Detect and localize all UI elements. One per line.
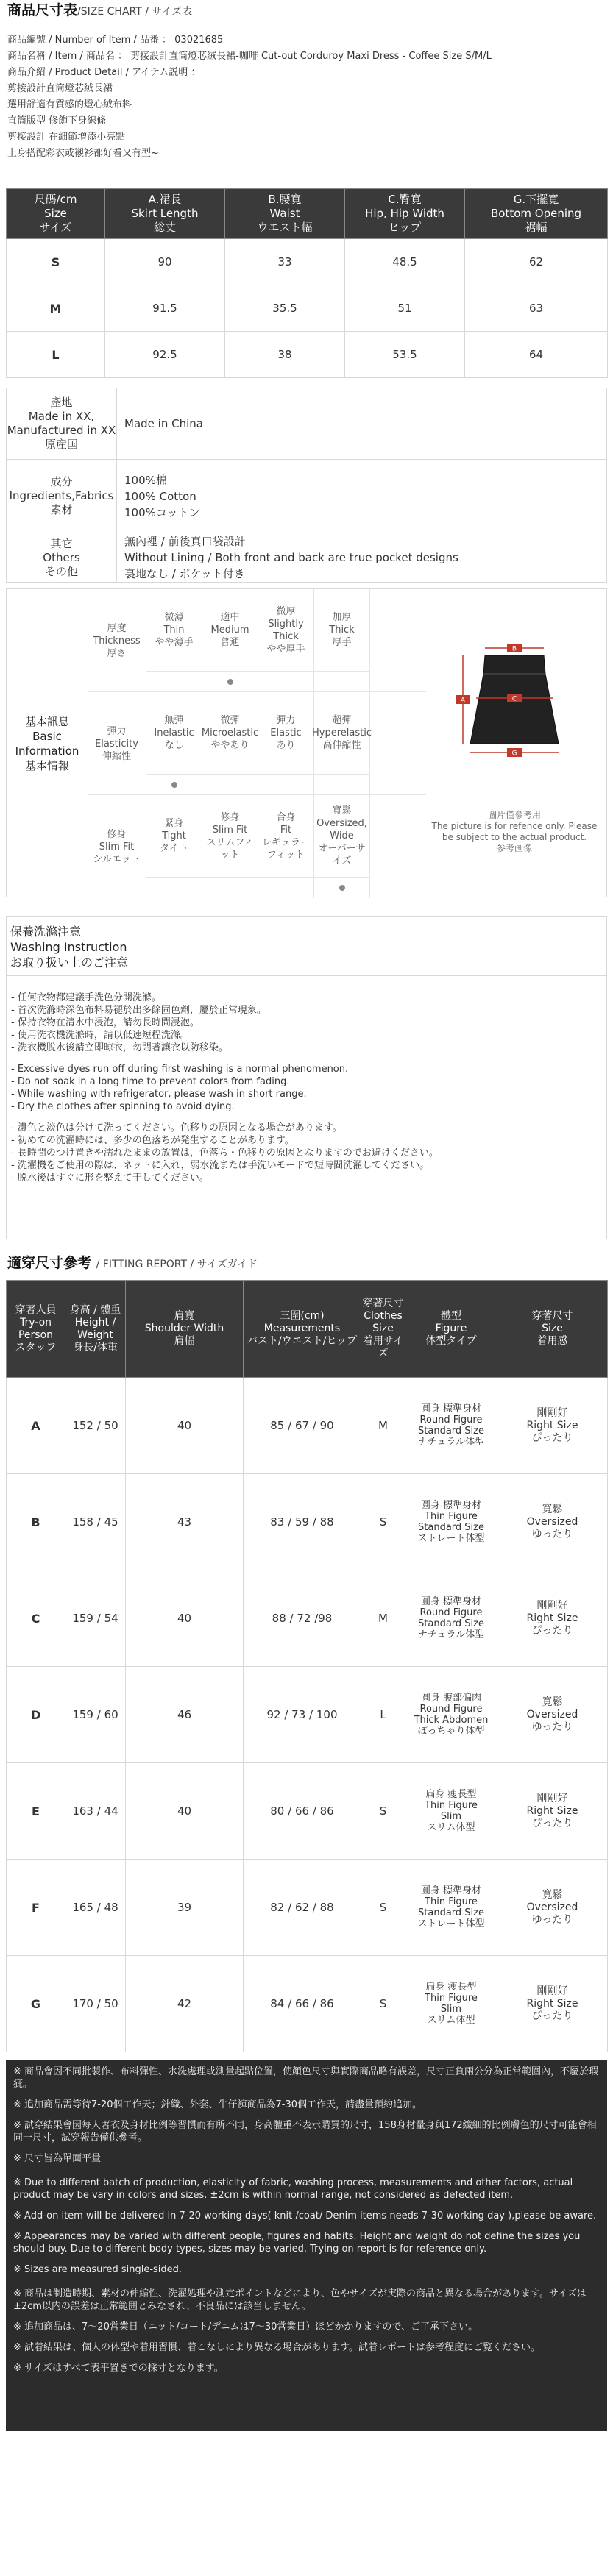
basic-info-option: 彈力 Elastic あり <box>258 692 314 775</box>
fitting-row <box>7 1474 608 1570</box>
origin-label: 產地 Made in XX, Manufactured in XX 原産国 <box>7 388 117 459</box>
fitting-figure: 圓身 標準身材 Thin Figure Standard Size ストレート体型 <box>405 1474 497 1570</box>
fitting-fit: 寬鬆 Oversized ゆったり <box>497 1474 608 1570</box>
basic-info-option: 微厚 Slightly Thick やや厚手 <box>258 589 314 672</box>
fitting-person: G <box>7 1956 65 2052</box>
size-value: 90 <box>105 239 225 285</box>
fitting-figure: 圓身 標準身材 Round Figure Standard Size ナチュラル体型 <box>405 1378 497 1474</box>
others-value <box>124 533 458 582</box>
fitting-measurements: 83 / 59 / 88 <box>244 1474 361 1570</box>
size-chart-row <box>7 285 608 332</box>
fitting-fit: 剛剛好 Right Size ぴったり <box>497 1956 608 2052</box>
size-chart-header-cell: B.腰寬 Waist ウエスト幅 <box>225 189 345 239</box>
fitting-size: S <box>361 1474 405 1570</box>
note-line: ※ 尺寸皆為單面平量 <box>13 2153 102 2164</box>
basic-info-dot-cell <box>202 672 258 692</box>
washing-line: - Do not soak in a long time to prevent colors from fading. <box>11 1076 290 1087</box>
fitting-size: M <box>361 1570 405 1667</box>
fitting-fit: 寬鬆 Oversized ゆったり <box>497 1860 608 1956</box>
basic-info-dot-cell <box>258 672 314 692</box>
fitting-shoulder: 46 <box>126 1667 244 1763</box>
washing-line: - 保持衣物在清水中浸泡，請勿長時間浸泡。 <box>11 1017 199 1028</box>
washing-line: - 首次洗滌時深色布料易褪於出多餘固色劑，屬於正常現象。 <box>11 1005 266 1016</box>
note-line: ※ 追加商品は、7～20営業日（ニット/コート/デニムは7～30営業日）ほどかかりますので、ご了承下さい。 <box>13 2321 478 2333</box>
washing-line: - 長時間のつけ置きや濡れたままの放置は，色落ち・色移りの原因となりますのでお避けください。 <box>11 1148 439 1159</box>
fitting-header-cell: 三圍(cm) Measurements バスト/ウエスト/ヒップ <box>244 1281 361 1378</box>
basic-info-option: 加厚 Thick 厚手 <box>314 589 370 672</box>
basic-info-dot-cell <box>146 878 202 898</box>
basic-info-option: 修身 Slim Fit スリムフィット <box>202 795 258 878</box>
washing-line: - 脱水後はすぐに形を整えて干してください。 <box>11 1173 209 1184</box>
fitting-row <box>7 1667 608 1763</box>
ingredients-row <box>6 460 607 533</box>
fitting-height-weight: 159 / 60 <box>65 1667 126 1763</box>
fitting-measurements: 88 / 72 /98 <box>244 1570 361 1667</box>
fitting-row <box>7 1763 608 1860</box>
diagram-caption <box>430 810 599 854</box>
size-value: 92.5 <box>105 332 225 378</box>
fitting-row <box>7 1956 608 2052</box>
basic-info-option: 適中 Medium 普通 <box>202 589 258 672</box>
size-chart-header <box>7 0 192 22</box>
washing-line: - 洗濯機をご使用の際は、ネットに入れ，弱水流または手洗いモードで短時間洗濯してください。 <box>11 1160 430 1171</box>
size-value: 62 <box>465 239 608 285</box>
others-label: 其它 Others その他 <box>7 533 117 582</box>
washing-title-line: お取り扱い上のご注意 <box>10 956 129 969</box>
fitting-size: S <box>361 1956 405 2052</box>
size-chart-header-cell: A.裙長 Skirt Length 総丈 <box>105 189 225 239</box>
washing-line: - 使用洗衣機洗滌時，請以低速短程洗滌。 <box>11 1030 190 1041</box>
fitting-row <box>7 1570 608 1667</box>
fitting-person: C <box>7 1570 65 1667</box>
product-info-line: 商品名稱 / Item / 商品名 ： 剪接設計直筒燈芯絨長裙-咖啡 Cut-out Corduroy Maxi Dress - Coffee Size S/M/L <box>7 51 492 62</box>
fitting-header-cell: 穿著人員 Try-on Person スタッフ <box>7 1281 65 1378</box>
fitting-fit: 剛剛好 Right Size ぴったり <box>497 1763 608 1860</box>
fitting-measurements: 85 / 67 / 90 <box>244 1378 361 1474</box>
fitting-row <box>7 1860 608 1956</box>
washing-line: - While washing with refrigerator, please wash in short range. <box>11 1089 307 1100</box>
fitting-fit: 寬鬆 Oversized ゆったり <box>497 1667 608 1763</box>
basic-info-option: 超彈 Hyperelastic 高伸縮性 <box>314 692 370 775</box>
basic-info-option: 微彈 Microelastic ややあり <box>202 692 258 775</box>
fitting-person: F <box>7 1860 65 1956</box>
size-value: 38 <box>225 332 345 378</box>
note-line: ※ Sizes are measured single-sided. <box>13 2264 183 2275</box>
fitting-header-cell: 肩寬 Shoulder Width 肩幅 <box>126 1281 244 1378</box>
fitting-fit: 剛剛好 Right Size ぴったり <box>497 1378 608 1474</box>
basic-info-row <box>88 692 426 795</box>
note-line: ※ 試着結果は、個人の体型や着用習慣、着こなしにより異なる場合があります。試着レポートは参考程度にご覧ください。 <box>13 2342 540 2353</box>
size-label: S <box>7 239 105 285</box>
basic-info-dot-cell <box>258 878 314 898</box>
basic-info-dot-cell <box>314 672 370 692</box>
washing-title-line: Washing Instruction <box>10 940 127 954</box>
washing-line: - Excessive dyes run off during first washing is a normal phenomenon. <box>11 1064 349 1075</box>
fitting-person: B <box>7 1474 65 1570</box>
basic-info-dot-cell <box>314 878 370 898</box>
basic-info-section <box>6 588 607 897</box>
basic-info-row-label: 厚度 Thickness 厚さ <box>88 589 146 692</box>
others-line: 無內裡 / 前後真口袋設計 <box>124 535 246 548</box>
basic-info-dot-cell <box>146 775 202 795</box>
washing-line: - 任何衣物都建議手洗色分開洗滌。 <box>11 992 161 1003</box>
basic-info-option: 寬鬆 Oversized, Wide オーバーサイズ <box>314 795 370 878</box>
svg-text:A: A <box>460 697 466 705</box>
washing-line: - 濃色と淡色は分けて洗ってください。色移りの原因となる場合があります。 <box>11 1122 342 1134</box>
product-info-line: 上身搭配彩衣或襯衫都好看又有型~ <box>7 148 159 159</box>
fitting-header-cell: 穿著尺寸 Clothes Size 着用サイズ <box>361 1281 405 1378</box>
diagram-caption-line: 圖片僅參考用 <box>487 810 541 820</box>
size-chart-header-cell: C.臀寬 Hip, Hip Width ヒップ <box>345 189 465 239</box>
product-info-line: 商品編號 / Number of Item / 品番 ： 03021685 <box>7 35 224 46</box>
note-line: ※ 追加商品需等待7-20個工作天；針織、外套、牛仔褲商品為7-30個工作天，請盡量預約追加。 <box>13 2099 422 2110</box>
basic-info-row <box>88 795 426 898</box>
svg-text:C: C <box>511 695 517 703</box>
note-line: ※ Appearances may be varied with different people, figures and habits. Height and weight do not define the sizes you should buy. Due to different body types, sizes may be varied. Trying on report is for reference only. <box>13 2231 581 2255</box>
washing-line: - Dry the clothes after spinning to avoid dying. <box>11 1101 235 1112</box>
size-label: M <box>7 285 105 332</box>
basic-info-grid <box>88 589 426 898</box>
fitting-header-cell: 身高 / 體重 Height / Weight 身長/体重 <box>65 1281 126 1378</box>
note-line: ※ Due to different batch of production, elasticity of fabric, washing process, measurements and other factors, actual product may be vary in colors and sizes. ±2cm is within normal range, not considered as defected item. <box>13 2177 573 2201</box>
fitting-figure: 圓身 標準身材 Thin Figure Standard Size ストレート体型 <box>405 1860 497 1956</box>
notes-section <box>6 2060 607 2431</box>
washing-line: - 初めての洗濯時には、多少の色落ちが発生することがあります。 <box>11 1135 294 1146</box>
fitting-size: L <box>361 1667 405 1763</box>
fitting-size: S <box>361 1763 405 1860</box>
product-info-line: 選用舒適有質感的燈心絨布料 <box>7 99 132 110</box>
basic-info-option: 微薄 Thin やや薄手 <box>146 589 202 672</box>
fitting-measurements: 92 / 73 / 100 <box>244 1667 361 1763</box>
fitting-person: A <box>7 1378 65 1474</box>
size-chart-header-cell: 尺碼/cm Size サイズ <box>7 189 105 239</box>
basic-info-dot-cell <box>202 878 258 898</box>
fitting-measurements: 84 / 66 / 86 <box>244 1956 361 2052</box>
size-label: L <box>7 332 105 378</box>
washing-gap <box>11 1054 603 1063</box>
product-info-line: 剪接設計直筒燈芯絨長裙 <box>7 83 113 94</box>
fitting-height-weight: 170 / 50 <box>65 1956 126 2052</box>
size-value: 48.5 <box>345 239 465 285</box>
others-line: 裏地なし / ポケット付き <box>124 567 245 580</box>
washing-divider <box>7 975 606 976</box>
fitting-height-weight: 163 / 44 <box>65 1763 126 1860</box>
fitting-report-table <box>6 1280 608 2052</box>
size-value: 64 <box>465 332 608 378</box>
others-line: Without Lining / Both front and back are true pocket designs <box>124 551 458 564</box>
svg-text:G: G <box>511 750 517 758</box>
size-value: 63 <box>465 285 608 332</box>
washing-line: - 洗衣機脫水後請立即晾衣，勿悶著讓衣以防移染。 <box>11 1042 228 1053</box>
size-chart-row <box>7 239 608 285</box>
selected-dot <box>227 679 233 685</box>
ingredients-label: 成分 Ingredients,Fabrics 素材 <box>7 460 117 533</box>
note-line: ※ Add-on item will be delivered in 7-20 working days( knit /coat/ Denim items needs 7-30 working day ),please be aware. <box>13 2210 597 2221</box>
fitting-size: S <box>361 1860 405 1956</box>
product-info-line: 商品介紹 / Product Detail / アイテム説明 ： <box>7 67 201 78</box>
fitting-figure: 圓身 腹部偏肉 Round Figure Thick Abdomen ぽっちゃり体型 <box>405 1667 497 1763</box>
fitting-shoulder: 40 <box>126 1378 244 1474</box>
fitting-shoulder: 42 <box>126 1956 244 2052</box>
basic-info-option: 緊身 Tight タイト <box>146 795 202 878</box>
ingredients-line: 100% Cotton <box>124 489 196 503</box>
diagram-caption-line: The picture is for refence only. Please be subject to the actual product. <box>431 821 598 842</box>
size-chart-title: 商品尺寸表/SIZE CHART / サイズ表 <box>7 2 193 18</box>
fitting-measurements: 82 / 62 / 88 <box>244 1860 361 1956</box>
fitting-shoulder: 39 <box>126 1860 244 1956</box>
fitting-person: E <box>7 1763 65 1860</box>
fitting-header-cell: 穿著尺寸 Size 着用感 <box>497 1281 608 1378</box>
fitting-height-weight: 165 / 48 <box>65 1860 126 1956</box>
fitting-shoulder: 40 <box>126 1763 244 1860</box>
washing-title-line: 保養洗滌注意 <box>10 925 82 939</box>
basic-info-dot-cell <box>258 775 314 795</box>
size-chart-header-cell: G.下擺寬 Bottom Opening 裾幅 <box>465 189 608 239</box>
fitting-figure: 圓身 標準身材 Round Figure Standard Size ナチュラル体型 <box>405 1570 497 1667</box>
fitting-person: D <box>7 1667 65 1763</box>
diagram-caption-line: 参考画像 <box>496 843 532 853</box>
washing-title <box>10 924 128 970</box>
svg-text:B: B <box>511 645 517 653</box>
size-value: 33 <box>225 239 345 285</box>
size-value: 53.5 <box>345 332 465 378</box>
ingredients-value <box>124 460 200 533</box>
basic-info-dot-cell <box>314 775 370 795</box>
product-info <box>7 32 603 162</box>
basic-info-label: 基本訊息 Basic Information 基本情報 <box>15 715 79 772</box>
others-row <box>6 533 607 583</box>
washing-gap <box>11 1113 603 1122</box>
basic-info-dot-cell <box>146 672 202 692</box>
fitting-figure: 扁身 瘦長型 Thin Figure Slim スリム体型 <box>405 1956 497 2052</box>
ingredients-line: 100%コットン <box>124 505 200 519</box>
fitting-report-title: 適穿尺寸參考 / FITTING REPORT / サイズガイド <box>7 1255 258 1271</box>
note-line: ※ 試穿結果會因每人著衣及身材比例等習慣而有所不同，身高體重不表示購買的尺寸，158身材量身與172纖細的比例膚色的尺寸可能會相同一尺寸，試穿報告僅供參考。 <box>13 2120 597 2143</box>
selected-dot <box>171 782 177 788</box>
note-line: ※ 商品は制造時期、素材の伸縮性、洗濯処理や測定ポイントなどにより、色やサイズが実際の商品と異なる場合があります。サイズは±2cm以内の誤差は正常範囲とみなされ、不良品には該当しません。 <box>13 2288 587 2312</box>
size-chart-row <box>7 332 608 378</box>
fitting-shoulder: 40 <box>126 1570 244 1667</box>
basic-info-option: 無彈 Inelastic なし <box>146 692 202 775</box>
basic-info-row-label: 修身 Slim Fit シルエット <box>88 795 146 898</box>
size-value: 51 <box>345 285 465 332</box>
washing-body <box>11 992 603 1184</box>
basic-info-row <box>88 589 426 692</box>
fitting-row <box>7 1378 608 1474</box>
basic-info-row-label: 彈力 Elasticity 伸縮性 <box>88 692 146 795</box>
fitting-height-weight: 152 / 50 <box>65 1378 126 1474</box>
origin-value: Made in China <box>124 417 203 430</box>
fitting-figure: 扁身 瘦長型 Thin Figure Slim スリム体型 <box>405 1763 497 1860</box>
fitting-height-weight: 159 / 54 <box>65 1570 126 1667</box>
fitting-fit: 剛剛好 Right Size ぴったり <box>497 1570 608 1667</box>
basic-info-option: 合身 Fit レギュラーフィット <box>258 795 314 878</box>
fitting-height-weight: 158 / 45 <box>65 1474 126 1570</box>
ingredients-line: 100%棉 <box>124 473 167 487</box>
fitting-size: M <box>361 1378 405 1474</box>
size-value: 35.5 <box>225 285 345 332</box>
note-line: ※ サイズはすべて表平置きでの採寸となります。 <box>13 2363 224 2374</box>
fitting-header-cell: 體型 Figure 体型タイプ <box>405 1281 497 1378</box>
product-info-line: 直筒版型 修飾下身線條 <box>7 115 107 127</box>
origin-row <box>6 388 607 460</box>
size-value: 91.5 <box>105 285 225 332</box>
note-line: ※ 商品會因不同批製作、布料彈性、水洗處理或測量起點位置，使顏色尺寸與實際商品略有誤差，尺寸正負兩公分為正常範圍內，不屬於瑕疵。 <box>13 2066 599 2090</box>
product-info-line: 剪接設計 在細節增添小亮點 <box>7 132 126 143</box>
basic-info-dot-cell <box>202 775 258 795</box>
selected-dot <box>339 885 345 891</box>
size-chart-table <box>6 188 608 378</box>
washing-instruction-section <box>6 916 607 1239</box>
fitting-measurements: 80 / 66 / 86 <box>244 1763 361 1860</box>
fitting-shoulder: 43 <box>126 1474 244 1570</box>
